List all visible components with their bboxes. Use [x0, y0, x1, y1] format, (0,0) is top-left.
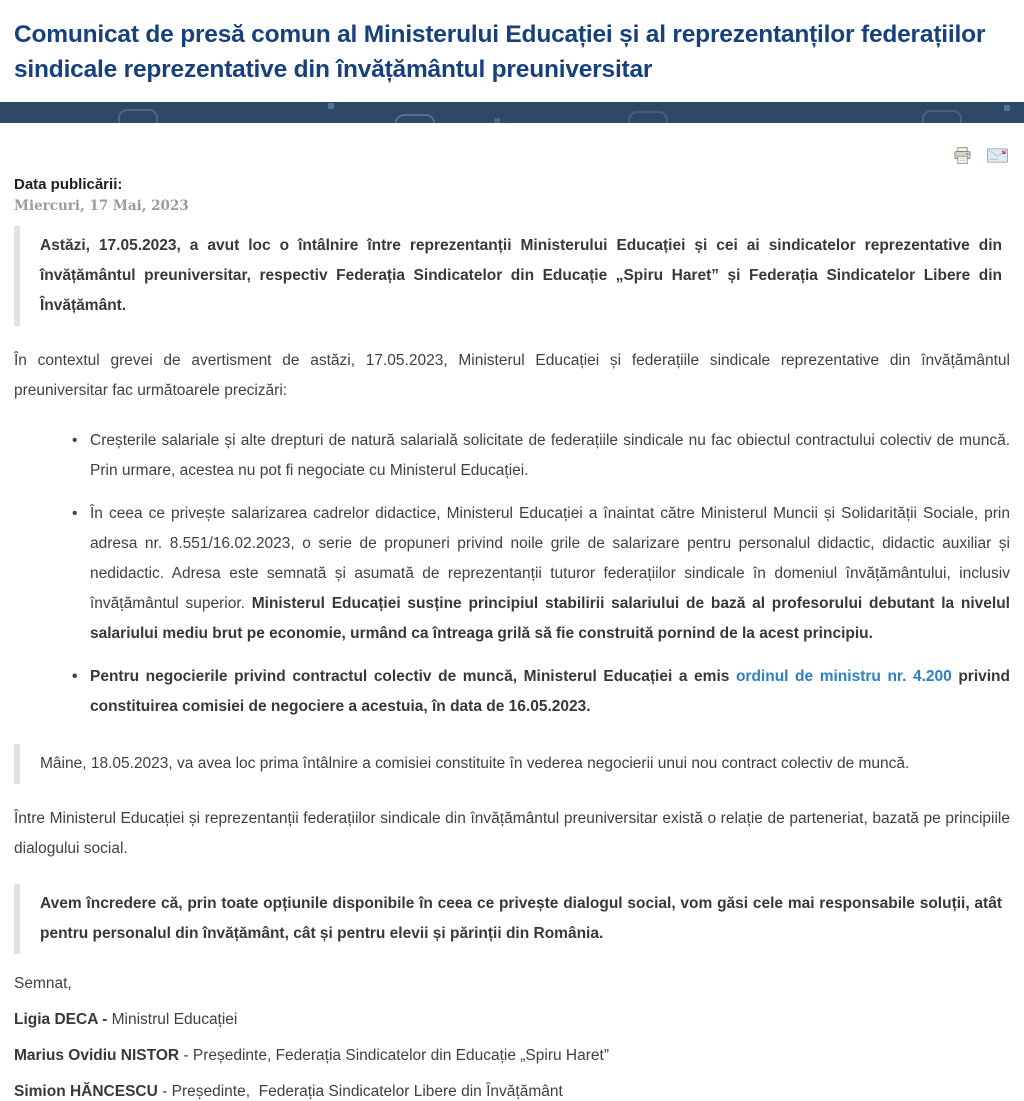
signature-line [14, 1046, 1010, 1065]
print-button[interactable] [953, 146, 972, 165]
tomorrow-blockquote [14, 744, 1010, 784]
padlock-pattern-icon [395, 114, 435, 123]
pattern-speck-icon [328, 103, 334, 109]
signatory-role: - Președinte, Federația Sindicatelor din Educație „Spiru Haret” [179, 1047, 609, 1064]
padlock-pattern-icon [628, 111, 668, 123]
bullet1-text: Creșterile salariale și alte drepturi de natură salarială solicitate de federațiile sindicale nu fac obiectul contractului colectiv de muncă. Prin urmare, acestea nu pot fi negociate cu Ministerul Educației. [90, 432, 1010, 479]
pattern-speck-icon [494, 118, 500, 123]
padlock-pattern-icon [118, 109, 158, 123]
tomorrow-blockquote-text: Mâine, 18.05.2023, va avea loc prima întâlnire a comisiei constituite în vederea negocierii unui nou contract colectiv de muncă. [40, 755, 910, 772]
list-item [90, 499, 1010, 649]
minister-order-link[interactable]: ordinul de ministru nr. 4.200 [735, 668, 952, 685]
publish-date-value: Miercuri, 17 Mai, 2023 [14, 198, 189, 214]
signature-line [14, 1082, 1010, 1101]
intro-blockquote-text: Astăzi, 17.05.2023, a avut loc o întâlnire între reprezentanții Ministerului Educației și cei ai sindicatelor reprezentative din învățământul preuniversitar, respectiv Federația Sindicatelor din Educație „Spiru Haret” și Federația Sindicatelor Libere din Învățământ. [40, 237, 1002, 314]
envelope-icon [987, 148, 1008, 163]
partnership-paragraph: Între Ministerul Educației și reprezentanții federațiilor sindicale din învățământul preuniversitar există o relație de parteneriat, bazată pe principiile dialogului social. [14, 810, 1010, 857]
context-paragraph: În contextul grevei de avertisment de astăzi, 17.05.2023, Ministerul Educației și federațiile sindicale reprezentative din învățământul preuniversitar fac următoarele precizări: [14, 352, 1010, 399]
signatory-name: Ligia DECA - [14, 1011, 108, 1028]
bullet2-text: În ceea ce privește salarizarea cadrelor didactice, Ministerul Educației a înaintat către Ministerul Muncii și Solidarității Sociale, prin adresa nr. 8.551/16.02.2023, o serie de propuneri privind noile grile de salarizare pentru personalul didactic, didactic auxiliar și nedidactic. Adresa este semnată și asumată de reprezentanții tuturor federațiilor sindicale în domeniul învățământului, inclusiv învățământul superior. [90, 505, 1010, 612]
bullet2-bold-text: Ministerul Educației susține principiul stabilirii salariului de bază al profesorului debutant la nivelul salariului mediu brut pe economie, urmând ca întreaga grilă să fie construită pornind de la acest principiu. [90, 595, 1010, 642]
padlock-pattern-icon [922, 110, 962, 123]
clarifications-list [14, 426, 1010, 722]
signatory-name: Simion HĂNCESCU [14, 1083, 158, 1100]
signatory-name: Marius Ovidiu NISTOR [14, 1047, 180, 1064]
publish-date-label: Data publicării: [14, 176, 123, 193]
signature-line [14, 1010, 1010, 1029]
email-button[interactable] [987, 148, 1008, 163]
printer-icon [953, 146, 972, 165]
article-body [0, 226, 1024, 1101]
list-item [90, 426, 1010, 486]
pattern-speck-icon [1004, 105, 1010, 111]
signatory-role: - Președinte, Federația Sindicatelor Libere din Învățământ [157, 1083, 563, 1100]
page-title: Comunicat de presă comun al Ministerului Educației și al reprezentanților federațiilor sindicale reprezentative din învățământul preuniversitar [14, 21, 986, 83]
signatory-role: Ministrul Educației [107, 1011, 238, 1028]
article-actions [0, 123, 1024, 165]
intro-blockquote [14, 226, 1010, 326]
bullet3-text-before: Pentru negocierile privind contractul colectiv de muncă, Ministerul Educației a emis [90, 668, 736, 685]
signature-block [0, 974, 1024, 1101]
confidence-blockquote-text: Avem încredere că, prin toate opțiunile disponibile în ceea ce privește dialogul social, vom găsi cele mai responsabile soluții, atât pentru personalul din învățământ, cât și pentru elevii și părinții din România. [40, 895, 1002, 942]
publish-meta [14, 176, 1010, 214]
confidence-blockquote [14, 884, 1010, 954]
signed-label: Semnat, [14, 975, 72, 992]
decorative-band [0, 102, 1024, 123]
list-item [90, 662, 1010, 722]
bullet3-text-after: privind constituirea comisiei de negociere a acestuia, în data de 16.05.2023. [90, 668, 1010, 715]
